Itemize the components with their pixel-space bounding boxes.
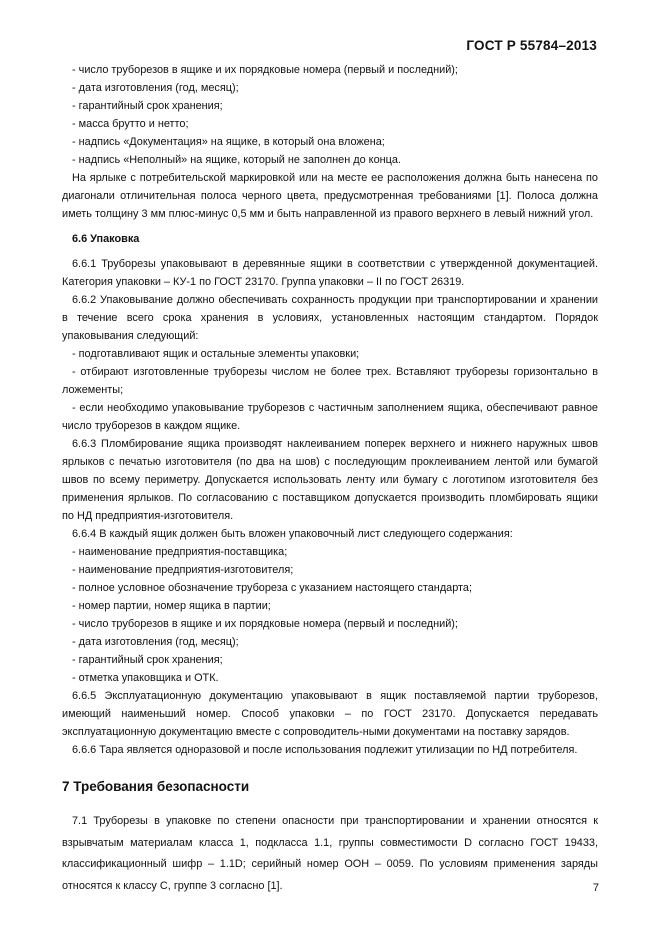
list-item: - гарантийный срок хранения; [72,100,223,112]
section-heading-6-6: 6.6 Упаковка [72,233,140,245]
list-item: - надпись «Документация» на ящике, в который она вложена; [72,136,385,148]
page-number: 7 [592,882,599,894]
list-item: - наименование предприятия-поставщика; [72,546,288,558]
paragraph-6-6-6: 6.6.6 Тара является одноразовой и после использования подлежит утилизации по НД потребителя. [72,744,578,756]
list-item: - масса брутто и нетто; [72,118,189,130]
list-item: - если необходимо упаковывание труборезов с частичным заполнением ящика, обеспечивают равное число труборезов в каждом ящике. [62,402,598,432]
list-item: - число труборезов в ящике и их порядковые номера (первый и последний); [72,64,458,76]
list-item: - гарантийный срок хранения; [72,654,223,666]
section-heading-7: 7 Требования безопасности [62,779,250,794]
paragraph-7-1: 7.1 Труборезы в упаковке по степени опасности при транспортировании и хранении относятся к взрывчатым материалам класса 1, подкласса 1.1, группы совместимости D согласно ГОСТ 19433, классификационный шифр – 1.1D; серийный номер ООН – 0059. По условиям применения заряды относятся к классу С, группе 3 согласно [1]. [62,815,598,892]
paragraph-6-6-1: 6.6.1 Труборезы упаковывают в деревянные ящики в соответствии с утвержденной документацией. Категория упаковки – КУ-1 по ГОСТ 23170. Группа упаковки – II по ГОСТ 26319. [62,258,598,288]
list-item: - число труборезов в ящике и их порядковые номера (первый и последний); [72,618,458,630]
list-item: - дата изготовления (год, месяц); [72,82,239,94]
list-item: - отбирают изготовленные труборезы числом не более трех. Вставляют труборезы горизонтально в ложементы; [62,366,598,396]
list-item: - отметка упаковщика и ОТК. [72,672,219,684]
paragraph-6-6-4: 6.6.4 В каждый ящик должен быть вложен упаковочный лист следующего содержания: [72,528,513,540]
list-item: - подготавливают ящик и остальные элементы упаковки; [72,348,360,360]
document-body [62,61,598,897]
paragraph-6-6-3: 6.6.3 Пломбирование ящика производят наклеиванием поперек верхнего и нижнего наружных швов ярлыков с печатью изготовителя (по два на шов) с последующим проклеиванием лентой или бумагой швов по всему периметру. Допускается использовать ленту или бумагу с логотипом изготовителя без применения ярлыков. По согласованию с поставщиком допускается производить пломбировать ящики по НД предприятия-изготовителя. [62,438,598,522]
list-item: - надпись «Неполный» на ящике, который не заполнен до конца. [72,154,401,166]
list-item: - наименование предприятия-изготовителя; [72,564,294,576]
list-item: - номер партии, номер ящика в партии; [72,600,271,612]
document-id-header: ГОСТ Р 55784–2013 [466,38,597,53]
section-7-body [62,811,598,897]
label-stripe-paragraph: На ярлыке с потребительской маркировкой или на месте ее расположения должна быть нанесена по диагонали отличительная полоса черного цвета, предусмотренная требованиями [1]. Полоса должна иметь толщину 3 мм плюс-минус 0,5 мм и быть направленной из правого верхнего в левый нижний угол. [62,172,598,220]
paragraph-6-6-5: 6.6.5 Эксплуатационную документацию упаковывают в ящик поставляемой партии труборезов, имеющий наименьший номер. Способ упаковки – по ГОСТ 23170. Допускается передавать эксплуатационную документацию вместе с сопроводитель-ными документами на поставку зарядов. [62,690,598,738]
list-item: - дата изготовления (год, месяц); [72,636,239,648]
paragraph-6-6-2: 6.6.2 Упаковывание должно обеспечивать сохранность продукции при транспортировании и хранении в течение всего срока хранения в условиях, установленных настоящим стандартом. Порядок упаковывания следующий: [62,294,598,342]
list-item: - полное условное обозначение трубореза с указанием настоящего стандарта; [72,582,472,594]
